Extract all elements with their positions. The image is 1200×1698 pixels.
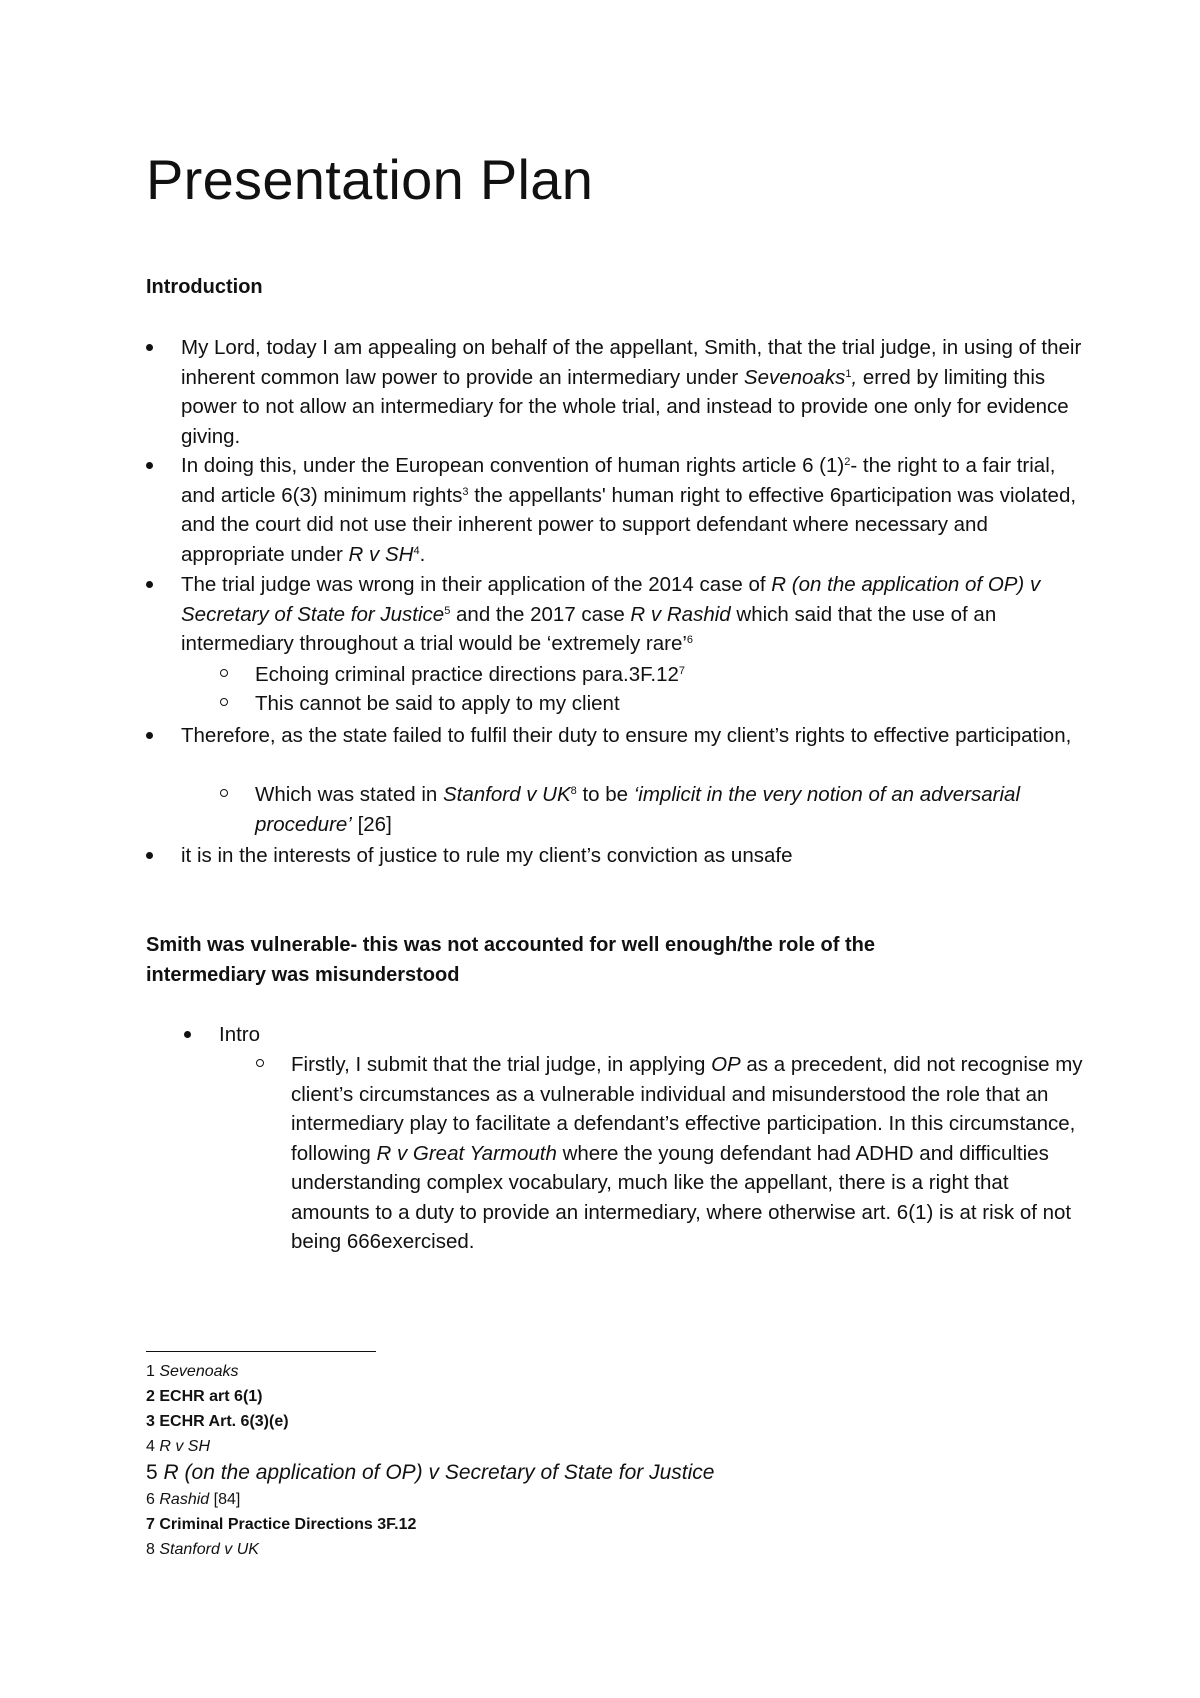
circle-bullet-icon (220, 698, 228, 706)
footnote: 3 ECHR Art. 6(3)(e) (146, 1413, 289, 1430)
case-citation: Stanford v UK (443, 783, 571, 806)
footnote: 4 R v SH (146, 1438, 211, 1455)
document-page: Presentation Plan Introduction My Lord, today I am appealing on behalf of the appellant, Smith, that the trial judge, in using of their inherent common law power to provide an intermediary under Sevenoaks$^1$, erred by limiting this power to not allow an intermediary for the whole trial, and instead to provide one only for evidence giving. In doing this, under the European convention of human rights article 6 $(1)^2-$ the right to a fair trial, and article 6(3) minimum rights$^3$ the appellants' human right to effective 6participation was violated, and the court did not use their inherent power to support defendant where necessary and appropriate under R v $SH^4$. The trial judge was wrong in their application of the 2014 case of R (on the application of OP) v Secretary of State for Justice$^5$ and the 2017 case R v Rashid which said that the use of an intermediary throughout a trial would be ‘extremely rare’$^6$ Echoing criminal practice directions $para.3F.12^7$ This cannot be said to apply to my client Therefore, as the state failed to fulfil their duty to ensure my client’s rights to effective participation, Which was stated in Stanford v $UK^8$ to be ‘implicit in the very notion of an adversarial procedure’ [26] it is in the interests of justice to rule my client’s conviction as unsafe Smith was vulnerable- this was not accounted for well enough/the role of the intermediary was misunderstood Intro Firstly, I submit that the trial judge, in applying OP as a precedent, did not recognise my client’s circumstances as a vulnerable individual and misunderstood the role that an intermediary play to facilitate a defendant’s effective participation. In this circumstance, following R v Great Yarmouth where the young defendant had ADHD and difficulties understanding complex vocabulary, much like the appellant, there is a right that amounts to a duty to provide an intermediary, where otherwise art. 6(1) is at risk of not being 666exercised. 1 Sevenoaks 2 ECHR art 6(1) 3 ECHR Art. 6(3)(e) 4 R v SH 5 R (on the application of OP) v Secretary of State for Justice 6 Rashid [84] 7 Criminal Practice Directions 3F.12 8 Stanford v UK (0, 0, 1200, 1698)
footnote-ref[interactable]: 4 (413, 544, 420, 557)
bullet-text: Therefore, as the state failed to fulfil their duty to ensure my client’s rights to effective participation, (181, 724, 1072, 747)
footnote: 7 Criminal Practice Directions 3F.12 (146, 1516, 417, 1533)
footnote-ref[interactable]: 5 (444, 604, 451, 617)
bullet-text: it is in the interests of justice to rule my client’s conviction as unsafe (181, 844, 793, 867)
bullet-icon (146, 462, 153, 469)
page-title: Presentation Plan (146, 148, 594, 211)
footnote-ref[interactable]: 1 (845, 367, 852, 380)
footnote: 5 R (on the application of OP) v Secretary of State for Justice (146, 1461, 715, 1484)
footnote: 2 ECHR art 6(1) (146, 1388, 263, 1405)
footnote: 6 Rashid [84] (146, 1491, 241, 1508)
bullet-icon (184, 1031, 191, 1038)
bullet-icon (146, 344, 153, 351)
quotation: ‘implicit in the very notion of an adversarial procedure’ (255, 783, 1021, 836)
footnote-separator (146, 1351, 376, 1352)
section-heading-introduction: Introduction (146, 276, 263, 298)
case-citation: R v SH (348, 542, 414, 566)
case-citation: R (on the application of OP) v Secretary of State for Justice (181, 573, 1041, 626)
bullet-icon (146, 581, 153, 588)
footnote-ref[interactable]: 8 (570, 785, 577, 797)
bullet-text: In doing this, under the European convention of human rights article 6 $(1)^2-$ the right to a fair trial, and article 6(3) minimum rights$^3$ the appellants' human right to effective 6participation was violated, and the court did not use their inherent power to support defendant where necessary and appropriate under R v $SH^4$. (181, 454, 1077, 566)
footnote-ref[interactable]: 2 (844, 456, 851, 468)
footnote-ref[interactable]: 7 (678, 665, 685, 677)
bullet-icon (146, 732, 153, 739)
bullet-text: The trial judge was wrong in their application of the 2014 case of R (on the application of OP) v Secretary of State for Justice$^5$ and the 2017 case R v Rashid which said that the use of an intermediary throughout a trial would be ‘extremely rare’$^6$ (181, 573, 1041, 655)
footnote-ref[interactable]: 3 (462, 485, 469, 498)
case-citation: R v Rashid (630, 602, 731, 626)
circle-bullet-icon (220, 789, 228, 797)
section-heading-vulnerable: Smith was vulnerable- this was not accounted for well enough/the role of the intermediary was misunderstood (146, 934, 875, 986)
footnote-ref[interactable]: 6 (686, 634, 694, 646)
footnote: 8 Stanford v UK (146, 1541, 259, 1558)
footnote: 1 Sevenoaks (146, 1363, 239, 1380)
case-citation: Sevenoaks (743, 365, 846, 389)
case-citation: R v Great Yarmouth (376, 1141, 557, 1165)
bullet-text: My Lord, today I am appealing on behalf of the appellant, Smith, that the trial judge, in using of their inherent common law power to provide an intermediary under Sevenoaks$^1$, erred by limiting this power to not allow an intermediary for the whole trial, and instead to provide one only for evidence giving. (181, 336, 1082, 448)
circle-bullet-icon (256, 1059, 264, 1067)
circle-bullet-icon (220, 669, 228, 677)
bullet-icon (146, 852, 153, 859)
